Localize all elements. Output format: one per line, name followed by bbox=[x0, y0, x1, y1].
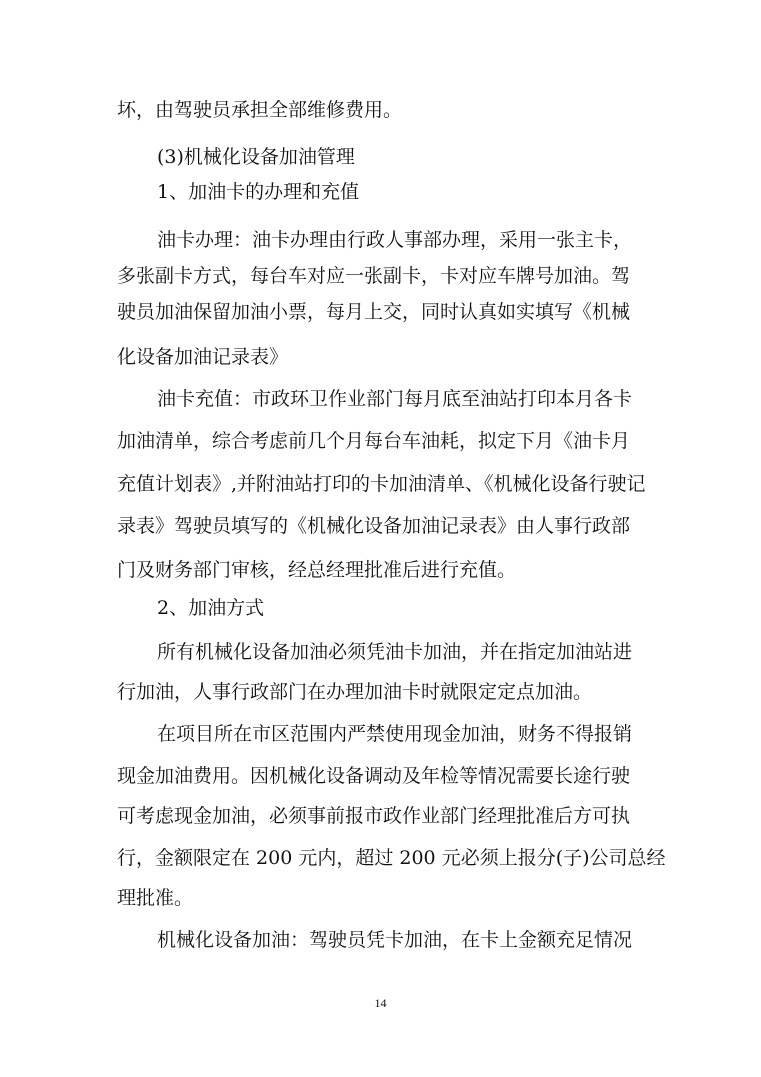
text-line: 所有机械化设备加油必须凭油卡加油，并在指定加油站进 bbox=[157, 641, 633, 663]
text-line: 加油清单，综合考虑前几个月每台车油耗，拟定下月《油卡月 bbox=[117, 430, 631, 452]
text-line: 在项目所在市区范围内严禁使用现金加油，财务不得报销 bbox=[157, 723, 633, 745]
text-line: 化设备加油记录表》 bbox=[117, 346, 289, 368]
subsection-heading: 1、加油卡的办理和充值 bbox=[157, 181, 360, 203]
text-line: 充值计划表》,并附油站打印的卡加油清单、《机械化设备行驶记 bbox=[117, 473, 646, 495]
page-number: 14 bbox=[374, 996, 387, 1010]
section-heading: (3)机械化设备加油管理 bbox=[157, 146, 355, 168]
text-line: 可考虑现金加油，必须事前报市政作业部门经理批准后方可执 bbox=[117, 805, 631, 827]
text-line: 理批准。 bbox=[117, 887, 194, 909]
text-line: 油卡充值：市政环卫作业部门每月底至油站打印本月各卡 bbox=[157, 388, 633, 410]
text-line: 机械化设备加油：驾驶员凭卡加油，在卡上金额充足情况 bbox=[157, 929, 633, 951]
text-line: 驶员加油保留加油小票，每月上交，同时认真如实填写《机械 bbox=[117, 301, 631, 323]
text-line: 录表》驾驶员填写的《机械化设备加油记录表》由人事行政部 bbox=[117, 515, 631, 537]
subsection-heading: 2、加油方式 bbox=[157, 597, 265, 619]
text-line: 现金加油费用。因机械化设备调动及年检等情况需要长途行驶 bbox=[117, 765, 631, 787]
text-line: 行，金额限定在 200 元内，超过 200 元必须上报分(子)公司总经 bbox=[117, 847, 666, 869]
text-line: 行加油，人事行政部门在办理加油卡时就限定定点加油。 bbox=[117, 681, 593, 703]
text-line: 多张副卡方式，每台车对应一张副卡，卡对应车牌号加油。驾 bbox=[117, 265, 631, 287]
text-line: 油卡办理：油卡办理由行政人事部办理，采用一张主卡， bbox=[157, 229, 633, 251]
text-line: 门及财务部门审核，经总经理批准后进行充值。 bbox=[117, 559, 517, 581]
text-line: 坏，由驾驶员承担全部维修费用。 bbox=[117, 99, 403, 121]
